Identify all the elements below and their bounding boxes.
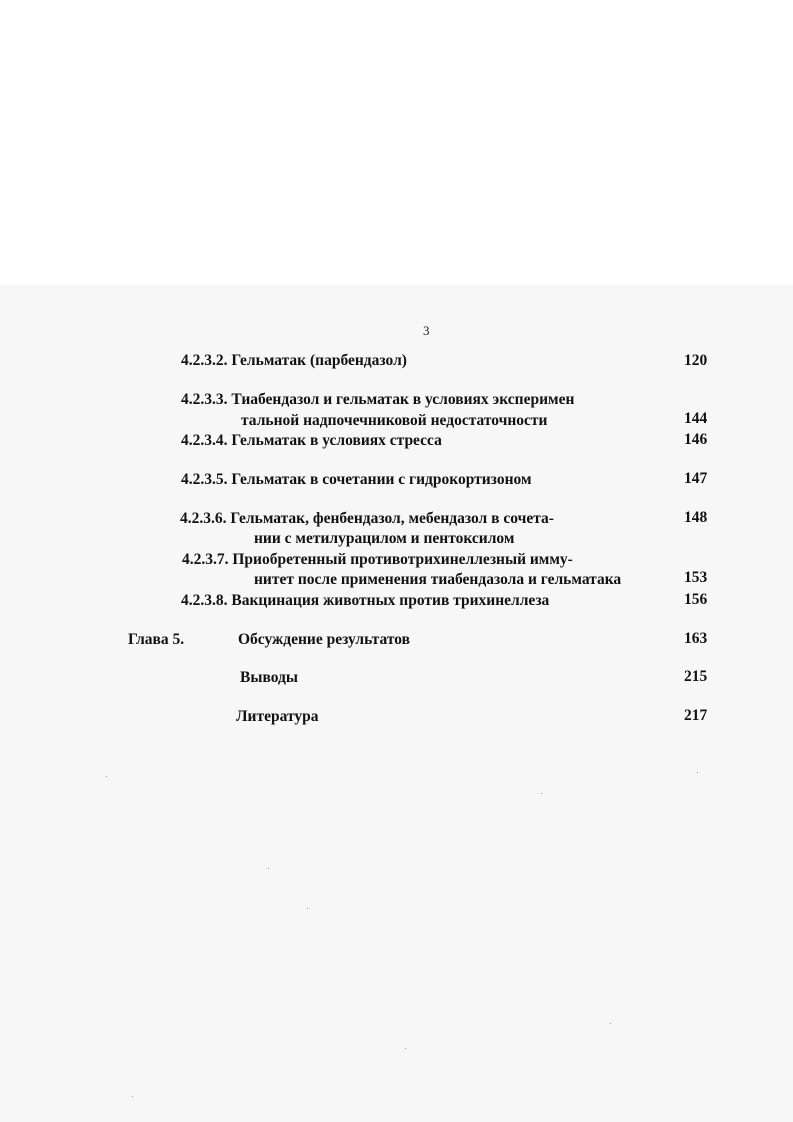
toc-entry-4-2-3-4 bbox=[181, 432, 442, 450]
scan-speck bbox=[307, 908, 308, 909]
toc-entry-number: 4.2.3.4. bbox=[181, 432, 228, 449]
toc-entry-title-continuation: нии с метилурацилом и пентоксилом bbox=[254, 530, 515, 547]
toc-entry-4-2-3-3 bbox=[181, 391, 574, 409]
toc-literature-title: Литература bbox=[236, 708, 319, 725]
toc-entry-title: Гельматак в сочетании с гидрокортизоном bbox=[231, 471, 532, 488]
toc-entry-page: 146 bbox=[684, 431, 708, 448]
toc-entry-4-2-3-8 bbox=[181, 592, 549, 610]
toc-entry-title: Тиабендазол и гельматак в условиях эксперимен bbox=[231, 391, 575, 408]
toc-entry-title: Гельматак (парбендазол) bbox=[231, 352, 407, 369]
toc-entry-number: 4.2.3.7. bbox=[182, 551, 229, 568]
toc-entry-page: 144 bbox=[684, 410, 708, 427]
toc-entry-title-continuation: тальной надпочечниковой недостаточности bbox=[241, 412, 548, 429]
toc-chapter-title: Обсуждение результатов bbox=[238, 631, 410, 648]
scan-background bbox=[0, 285, 793, 1122]
scan-speck bbox=[268, 868, 269, 869]
toc-entry-page: 153 bbox=[684, 569, 708, 586]
toc-entry-page: 147 bbox=[684, 470, 708, 487]
toc-entry-number: 4.2.3.5. bbox=[181, 471, 228, 488]
toc-entry-number: 4.2.3.8. bbox=[181, 592, 228, 609]
page-number: 3 bbox=[423, 323, 430, 338]
toc-entry-number: 4.2.3.6. bbox=[180, 510, 227, 527]
toc-entry-title-continuation: нитет после применения тиабендазола и гельматака bbox=[254, 571, 622, 588]
toc-entry-number: 4.2.3.3. bbox=[181, 391, 228, 408]
scan-speck bbox=[106, 776, 107, 777]
toc-entry-title: Вакцинация животных против трихинеллеза bbox=[231, 592, 550, 609]
toc-entry-title: Приобретенный противотрихинеллезный имму- bbox=[232, 551, 573, 568]
toc-conclusions-page: 215 bbox=[684, 668, 708, 685]
scan-speck bbox=[405, 1048, 406, 1049]
toc-entry-title: Гельматак, фенбендазол, мебендазол в сочета- bbox=[230, 510, 554, 527]
toc-entry-number: 4.2.3.2. bbox=[181, 352, 228, 369]
scan-speck bbox=[541, 793, 542, 794]
toc-chapter-label: Глава 5. bbox=[128, 631, 185, 648]
toc-entry-4-2-3-6 bbox=[180, 510, 554, 528]
toc-literature-page: 217 bbox=[684, 707, 708, 724]
toc-entry-4-2-3-5 bbox=[181, 471, 532, 489]
toc-entry-page: 120 bbox=[684, 352, 708, 369]
toc-entry-page: 156 bbox=[684, 591, 708, 608]
scan-speck bbox=[610, 1023, 611, 1024]
toc-chapter-page: 163 bbox=[684, 630, 708, 647]
toc-entry-title: Гельматак в условиях стресса bbox=[231, 432, 442, 449]
toc-entry-4-2-3-7 bbox=[182, 551, 573, 569]
scan-speck bbox=[132, 1096, 133, 1097]
toc-entry-4-2-3-2 bbox=[181, 352, 407, 370]
scan-speck bbox=[697, 772, 698, 773]
toc-entry-page: 148 bbox=[684, 509, 708, 526]
toc-conclusions-title: Выводы bbox=[240, 669, 298, 686]
